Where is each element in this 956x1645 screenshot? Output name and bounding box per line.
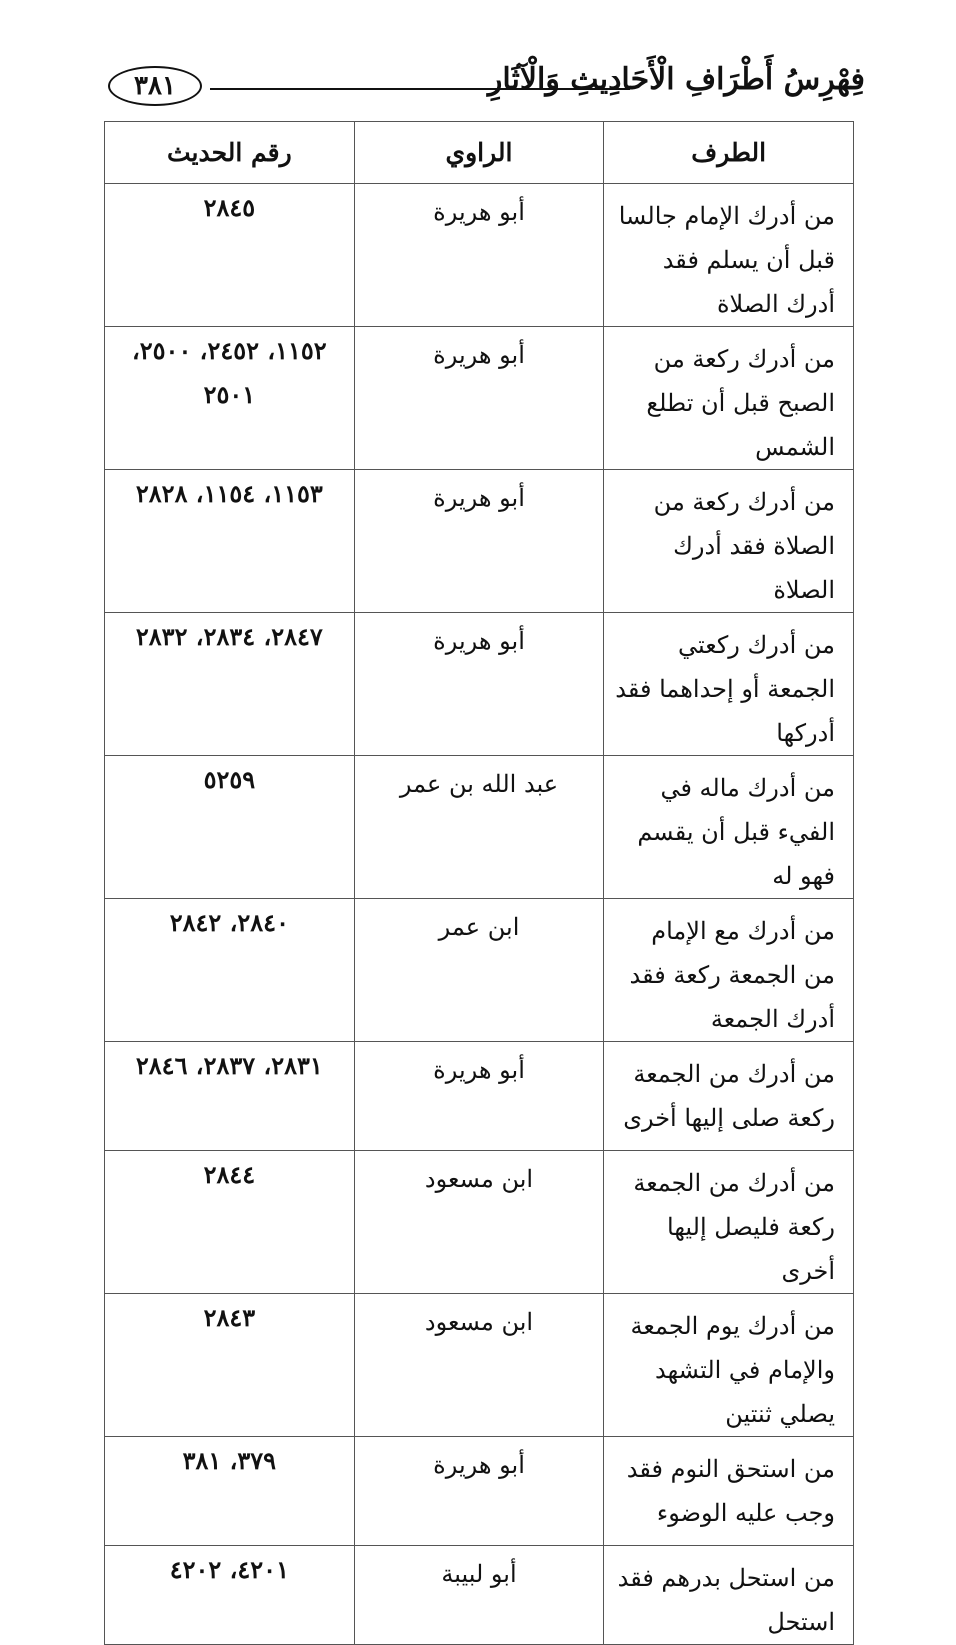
cell-num: ٢٨٤٧، ٢٨٣٤، ٢٨٣٢ (105, 613, 355, 756)
cell-rawi: أبو هريرة (354, 613, 604, 756)
header-tarf: الطرف (604, 122, 854, 184)
table-header-row (105, 122, 854, 184)
cell-tarf: من استحل بدرهم فقد استحل (604, 1546, 854, 1645)
cell-num: ٣٧٩، ٣٨١ (105, 1437, 355, 1546)
table-row (105, 613, 854, 756)
hadith-index-table (104, 121, 854, 1645)
table-row (105, 756, 854, 899)
cell-rawi: أبو هريرة (354, 184, 604, 327)
cell-rawi: أبو هريرة (354, 327, 604, 470)
cell-rawi: ابن مسعود (354, 1151, 604, 1294)
header-num: رقم الحديث (105, 122, 355, 184)
page-header (100, 58, 865, 118)
cell-tarf: من أدرك ركعة من الصلاة فقد أدرك الصلاة (604, 470, 854, 613)
cell-rawi: ابن مسعود (354, 1294, 604, 1437)
table-row (105, 327, 854, 470)
page-title: فِهْرِسُ أَطْرَافِ الْأَحَادِيثِ وَالْآثَارِ (487, 62, 865, 97)
cell-rawi: أبو لبيبة (354, 1546, 604, 1645)
table-row (105, 1042, 854, 1151)
cell-rawi: أبو هريرة (354, 470, 604, 613)
cell-num: ١١٥٣، ١١٥٤، ٢٨٢٨ (105, 470, 355, 613)
header-rawi: الراوي (354, 122, 604, 184)
cell-tarf: من أدرك من الجمعة ركعة صلى إليها أخرى (604, 1042, 854, 1151)
table-row (105, 1294, 854, 1437)
page-number: ٣٨١ (108, 66, 202, 106)
cell-rawi: أبو هريرة (354, 1042, 604, 1151)
cell-tarf: من أدرك ماله في الفيء قبل أن يقسم فهو له (604, 756, 854, 899)
table-row (105, 1151, 854, 1294)
cell-tarf: من أدرك الإمام جالسا قبل أن يسلم فقد أدرك الصلاة (604, 184, 854, 327)
cell-num: ٢٨٤٠، ٢٨٤٢ (105, 899, 355, 1042)
cell-tarf: من أدرك ركعتي الجمعة أو إحداهما فقد أدركها (604, 613, 854, 756)
cell-num: ٥٢٥٩ (105, 756, 355, 899)
table-row (105, 899, 854, 1042)
cell-rawi: عبد الله بن عمر (354, 756, 604, 899)
table-row (105, 1437, 854, 1546)
table-row (105, 470, 854, 613)
table-row (105, 1546, 854, 1645)
cell-num: ٢٨٣١، ٢٨٣٧، ٢٨٤٦ (105, 1042, 355, 1151)
table-row (105, 184, 854, 327)
cell-num: ٢٨٤٥ (105, 184, 355, 327)
cell-tarf: من أدرك من الجمعة ركعة فليصل إليها أخرى (604, 1151, 854, 1294)
cell-num: ٢٨٤٣ (105, 1294, 355, 1437)
cell-num: ١١٥٢، ٢٤٥٢، ٢٥٠٠، ٢٥٠١ (105, 327, 355, 470)
cell-tarf: من أدرك مع الإمام من الجمعة ركعة فقد أدرك الجمعة (604, 899, 854, 1042)
cell-tarf: من أدرك يوم الجمعة والإمام في التشهد يصلي ثنتين (604, 1294, 854, 1437)
cell-rawi: ابن عمر (354, 899, 604, 1042)
cell-rawi: أبو هريرة (354, 1437, 604, 1546)
cell-tarf: من أدرك ركعة من الصبح قبل أن تطلع الشمس (604, 327, 854, 470)
cell-num: ٢٨٤٤ (105, 1151, 355, 1294)
cell-num: ٤٢٠١، ٤٢٠٢ (105, 1546, 355, 1645)
cell-tarf: من استحق النوم فقد وجب عليه الوضوء (604, 1437, 854, 1546)
